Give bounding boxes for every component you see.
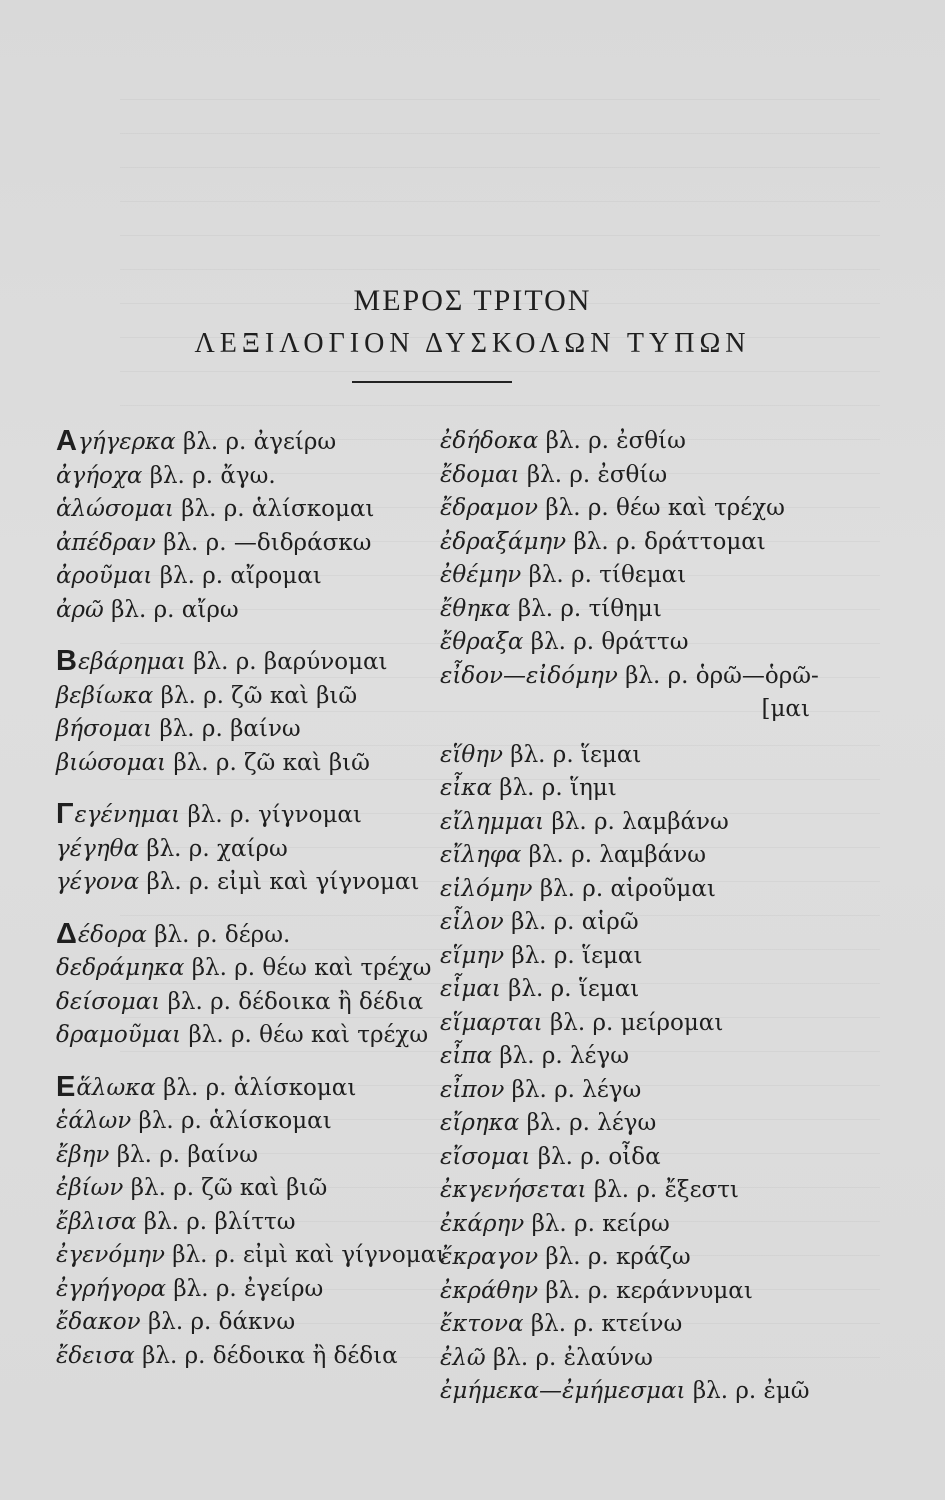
lexicon-entry (440, 839, 880, 873)
section-initial: Α (56, 425, 77, 457)
section-gap (56, 1053, 446, 1071)
section-initial: Γ (56, 798, 74, 830)
lexicon-entry (440, 1241, 880, 1275)
entry-headword: ἔκτονα (440, 1311, 524, 1337)
entry-headword: δείσομαι (56, 988, 161, 1015)
entry-abbreviation: βλ. ρ. (593, 1177, 658, 1203)
entry-reference: βαίνω (187, 1141, 258, 1168)
entry-headword: εἴσομαι (440, 1143, 531, 1170)
lexicon-entry (56, 680, 446, 714)
entry-gap (440, 727, 880, 739)
entry-reference: δέδοικα ἢ δέδια (212, 1342, 398, 1369)
lexicon-entry (440, 1040, 880, 1074)
entry-reference: ἁλίσκομαι (233, 1074, 357, 1101)
entry-reference: αἴρομαι (230, 563, 322, 589)
section-gap (56, 900, 446, 918)
lexicon-entry (56, 1206, 446, 1240)
entry-headword: εἶκα (440, 775, 492, 801)
entry-abbreviation: βλ. ρ. (511, 942, 575, 969)
entry-reference: βαίνω (230, 716, 301, 742)
entry-headword: ἀπέδραν (56, 529, 156, 556)
entry-headword: εἱλόμην (440, 875, 533, 902)
entry-abbreviation: βλ. ρ. (173, 749, 237, 776)
entry-reference: δέρω. (224, 921, 291, 948)
lexicon-entry (56, 866, 446, 900)
entry-reference: γίγνομαι (258, 802, 362, 828)
entry-abbreviation: βλ. ρ. (111, 596, 175, 623)
lexicon-entry (440, 940, 880, 974)
entry-reference: θράττω (601, 629, 689, 655)
entry-reference: ἐσθίω (597, 461, 668, 488)
section-gap (56, 780, 446, 798)
entry-reference: ἵεμαι (582, 942, 643, 969)
lexicon-entry (56, 833, 446, 867)
lexicon-entry (56, 918, 446, 953)
entry-abbreviation: βλ. ρ. (159, 716, 223, 742)
entry-reference: λέγω (569, 1043, 629, 1069)
entry-reference: θέω καὶ τρέχω (616, 495, 785, 521)
entry-headword: ἀρῶ (56, 596, 104, 623)
entry-headword: εἶπον (440, 1076, 505, 1103)
entry-reference: ἵημι (569, 775, 617, 801)
entry-headword: εἶδον—εἰδόμην (440, 662, 618, 689)
lexicon-entry (440, 492, 880, 526)
entry-reference: λέγω (597, 1110, 657, 1136)
entry-headword: Γεγένημαι (56, 798, 181, 830)
entry-abbreviation: βλ. ρ. (142, 1342, 206, 1369)
entry-abbreviation: βλ. ρ. (172, 1242, 236, 1268)
lexicon-entry (440, 559, 880, 593)
entry-reference: ζῶ καὶ βιῶ (201, 1175, 328, 1201)
lexicon-entry (56, 1071, 446, 1106)
entry-abbreviation: βλ. ρ. (511, 909, 575, 935)
entry-reference: εἰμὶ καὶ γίγνομαι (242, 1242, 446, 1268)
entry-headword: ἑάλων (56, 1108, 132, 1134)
entry-abbreviation: βλ. ρ. (526, 461, 591, 488)
entry-abbreviation: βλ. ρ. (163, 529, 227, 556)
entry-headword: δεδράμηκα (56, 955, 185, 981)
entry-reference: ἵεμαι (578, 976, 640, 1002)
lexicon-entry (440, 806, 880, 840)
lexicon-entry (440, 1208, 880, 1242)
entry-reference: οἶδα (608, 1143, 661, 1170)
entry-headword: ἐγρήγορα (56, 1275, 167, 1302)
lexicon-entry (440, 1007, 880, 1041)
entry-continuation: [μαι (761, 696, 810, 722)
entry-headword: ἁλώσομαι (56, 496, 174, 522)
entry-headword: βεβίωκα (56, 682, 154, 709)
entry-reference: κράζω (616, 1244, 691, 1270)
entry-headword: γέγονα (56, 869, 140, 895)
lexicon-entry (56, 952, 446, 986)
entry-abbreviation: βλ. ρ. (537, 1143, 602, 1170)
entry-headword: ἐβίων (56, 1175, 124, 1201)
entry-headword: ἔδραμον (440, 495, 539, 521)
entry-headword: ἔδακον (56, 1309, 141, 1335)
entry-abbreviation: βλ. ρ. (573, 528, 637, 555)
lexicon-entry (440, 1174, 880, 1208)
entry-reference: μείρομαι (620, 1009, 724, 1036)
entry-headword: ἔθηκα (440, 595, 511, 622)
entry-abbreviation: βλ. ρ. (526, 1110, 590, 1136)
lexicon-entry (440, 1308, 880, 1342)
entry-abbreviation: βλ. ρ. (539, 875, 604, 902)
entry-headword: ἔδομαι (440, 461, 520, 488)
entry-abbreviation: βλ. ρ. (545, 1277, 609, 1304)
entry-headword: ἐθέμην (440, 562, 522, 588)
lexicon-entry (440, 973, 880, 1007)
lexicon-entry (440, 1342, 880, 1376)
entry-headword: εἵθην (440, 741, 503, 768)
entry-reference: κείρω (602, 1210, 670, 1237)
entry-headword: εἴρηκα (440, 1110, 520, 1136)
entry-headword: ἐκάρην (440, 1210, 525, 1237)
entry-abbreviation: βλ. ρ. (181, 496, 245, 522)
entry-headword: βιώσομαι (56, 749, 167, 776)
entry-abbreviation: βλ. ρ. (188, 1022, 252, 1048)
entry-reference: λαμβάνω (599, 842, 706, 868)
entry-abbreviation: βλ. ρ. (146, 835, 210, 862)
lexicon-entry (440, 1275, 880, 1309)
entry-abbreviation: βλ. ρ. (545, 428, 609, 454)
lexicon-entry (56, 713, 446, 747)
entry-headword: Βεβάρημαι (56, 645, 186, 677)
entry-reference: τίθημι (588, 595, 662, 622)
lexicon-entry (440, 626, 880, 660)
entry-headword: ἐγενόμην (56, 1242, 165, 1268)
entry-headword: εἴληφα (440, 842, 522, 868)
entry-abbreviation: βλ. ρ. (531, 1210, 595, 1237)
section-gap (56, 627, 446, 645)
lexicon-entry (56, 1306, 446, 1340)
entry-abbreviation: βλ. ρ. (147, 1309, 212, 1335)
lexicon-entry (440, 1074, 880, 1108)
left-column (56, 425, 446, 1373)
lexicon-entry (56, 594, 446, 628)
entry-reference: ἐλαύνω (563, 1344, 653, 1371)
lexicon-entry (56, 460, 446, 494)
entry-reference: δέδοικα ἢ δέδια (238, 988, 424, 1015)
entry-headword: ἐκγενήσεται (440, 1177, 587, 1203)
entry-reference: αἱροῦμαι (610, 875, 716, 902)
lexicon-entry (440, 660, 880, 694)
entry-abbreviation: βλ. ρ. (692, 1378, 757, 1404)
entry-headword: ἐμήμεκα—ἐμήμεσμαι (440, 1378, 686, 1404)
entry-reference: ἐγείρω (244, 1275, 324, 1302)
entry-abbreviation: βλ. ρ. (167, 988, 231, 1015)
entry-abbreviation: βλ. ρ. (511, 1076, 575, 1103)
entry-abbreviation: βλ. ρ. (499, 1043, 563, 1069)
entry-abbreviation: βλ. ρ. (549, 1009, 614, 1036)
entry-headword: ἐκράθην (440, 1277, 539, 1304)
entry-abbreviation: βλ. ρ. (625, 662, 689, 689)
entry-reference: ἔξεστι (664, 1177, 739, 1203)
lexicon-entry (56, 425, 446, 460)
lexicon-entry (440, 1375, 880, 1409)
entry-abbreviation: βλ. ρ. (163, 1074, 227, 1101)
lexicon-entry (440, 873, 880, 907)
lexicon-entry (56, 747, 446, 781)
entry-abbreviation: βλ. ρ. (528, 842, 593, 868)
entry-abbreviation: βλ. ρ. (154, 921, 218, 948)
lexicon-entry (56, 1139, 446, 1173)
entry-headword: ἀγήοχα (56, 462, 143, 489)
entry-reference: λαμβάνω (622, 808, 729, 835)
entry-abbreviation: βλ. ρ. (130, 1175, 195, 1201)
entry-abbreviation: βλ. ρ. (517, 595, 582, 622)
entry-abbreviation: βλ. ρ. (138, 1108, 202, 1134)
entry-headword: ἔθραξα (440, 629, 524, 655)
lexicon-entry (440, 593, 880, 627)
lexicon-entry (56, 1273, 446, 1307)
entry-reference: ἁλίσκομαι (251, 496, 375, 522)
entry-headword: εἴλημμαι (440, 808, 545, 835)
entry-headword: δραμοῦμαι (56, 1022, 182, 1048)
entry-headword: ἔβλισα (56, 1208, 137, 1235)
entry-reference: θέω καὶ τρέχω (262, 955, 432, 981)
entry-abbreviation: βλ. ρ. (159, 563, 224, 589)
lexicon-entry (56, 1105, 446, 1139)
lexicon-entry (56, 493, 446, 527)
entry-abbreviation: βλ. ρ. (530, 1311, 595, 1337)
lexicon-entry (440, 459, 880, 493)
entry-headword: ἐλῶ (440, 1344, 486, 1371)
entry-reference: ὁρῶ—ὁρῶ- (695, 662, 819, 689)
entry-headword: ἔκραγον (440, 1244, 539, 1270)
entry-headword: ἔδεισα (56, 1342, 135, 1369)
entry-headword: Δέδορα (56, 917, 147, 950)
lexicon-entry (56, 1239, 446, 1273)
entry-abbreviation: βλ. ρ. (160, 682, 224, 709)
entry-reference: ἵεμαι (580, 741, 642, 768)
entry-reference: δράττομαι (644, 528, 766, 555)
entry-reference: ζῶ καὶ βιῶ (231, 682, 358, 709)
lexicon-entry (440, 1107, 880, 1141)
entry-headword: ἐδραξάμην (440, 528, 567, 555)
section-initial: Δ (56, 917, 77, 950)
entry-headword: εἷλον (440, 909, 504, 935)
lexicon-entry (56, 1019, 446, 1053)
entry-abbreviation: βλ. ρ. (193, 649, 257, 675)
entry-headword: εἵμαρται (440, 1009, 543, 1036)
entry-abbreviation: βλ. ρ. (493, 1344, 557, 1371)
entry-headword: ἔβην (56, 1141, 110, 1168)
entry-reference: τίθεμαι (599, 562, 687, 588)
lexicon-entry (56, 560, 446, 594)
entry-abbreviation: βλ. ρ. (508, 976, 572, 1002)
entry-reference: ἁλίσκομαι (209, 1108, 332, 1134)
lexicon-entry (440, 739, 880, 773)
entry-reference: λέγω (582, 1076, 642, 1103)
lexicon-entry (440, 526, 880, 560)
entry-abbreviation: βλ. ρ. (191, 955, 256, 981)
entry-headword: ἀροῦμαι (56, 563, 153, 589)
lexicon-entry (440, 772, 880, 806)
title-rule (352, 381, 512, 383)
entry-headword: γέγηθα (56, 835, 139, 862)
section-initial: Ε (56, 1070, 76, 1103)
entry-reference: ἄγω. (220, 462, 276, 489)
entry-abbreviation: βλ. ρ. (528, 562, 592, 588)
section-initial: Β (56, 645, 77, 677)
entry-reference: βλίττω (214, 1208, 296, 1235)
page-subtitle: ΛΕΞΙΛΟΓΙΟΝ ΔΥΣΚΟΛΩΝ ΤΥΠΩΝ (194, 328, 751, 359)
entry-headword: εἵμην (440, 942, 505, 969)
lexicon-entry (56, 527, 446, 561)
entry-abbreviation: βλ. ρ. (545, 1244, 609, 1270)
entry-reference: κτείνω (601, 1311, 683, 1337)
entry-abbreviation: βλ. ρ. (499, 775, 563, 801)
entry-reference: —διδράσκω (233, 529, 372, 556)
lexicon-entry (56, 645, 446, 680)
entry-reference: ἐσθίω (616, 428, 686, 454)
entry-reference: βαρύνομαι (263, 649, 388, 675)
entry-reference: αἴρω (181, 596, 239, 623)
entry-reference: χαίρω (216, 835, 288, 862)
entry-headword: Εἅλωκα (56, 1070, 156, 1103)
lexicon-entry (56, 1172, 446, 1206)
entry-abbreviation: βλ. ρ. (143, 1208, 208, 1235)
entry-reference: ζῶ καὶ βιῶ (244, 749, 370, 776)
entry-abbreviation: βλ. ρ. (116, 1141, 181, 1168)
lexicon-entry (440, 906, 880, 940)
entry-abbreviation: βλ. ρ. (183, 429, 247, 455)
lexicon-entry (56, 1340, 446, 1374)
entry-headword: ἐδήδοκα (440, 428, 539, 454)
entry-reference: ἀγείρω (253, 429, 337, 455)
entry-abbreviation: βλ. ρ. (149, 462, 214, 489)
entry-reference: κεράννυμαι (616, 1277, 753, 1304)
lexicon-entry (56, 798, 446, 833)
entry-headword: εἷμαι (440, 976, 501, 1002)
entry-headword: εἶπα (440, 1043, 493, 1069)
entry-abbreviation: βλ. ρ. (510, 741, 574, 768)
lexicon-entry (56, 986, 446, 1020)
entry-reference: δάκνω (218, 1309, 296, 1335)
entry-headword: βήσομαι (56, 716, 153, 742)
right-column (440, 425, 880, 1409)
entry-abbreviation: βλ. ρ. (545, 495, 609, 521)
entry-abbreviation: βλ. ρ. (146, 869, 210, 895)
entry-headword: Αγήγερκα (56, 425, 176, 457)
page-title: ΜΕΡΟΣ ΤΡΙΤΟΝ (353, 284, 592, 317)
entry-abbreviation: βλ. ρ. (530, 629, 595, 655)
entry-abbreviation: βλ. ρ. (187, 802, 251, 828)
lexicon-entry (440, 425, 880, 459)
entry-abbreviation: βλ. ρ. (551, 808, 615, 835)
entry-reference: εἰμὶ καὶ γίγνομαι (217, 869, 420, 895)
entry-reference: ἐμῶ (763, 1378, 810, 1404)
entry-reference: θέω καὶ τρέχω (259, 1022, 429, 1048)
lexicon-entry (440, 1141, 880, 1175)
entry-abbreviation: βλ. ρ. (173, 1275, 237, 1302)
entry-reference: αἱρῶ (581, 909, 639, 935)
